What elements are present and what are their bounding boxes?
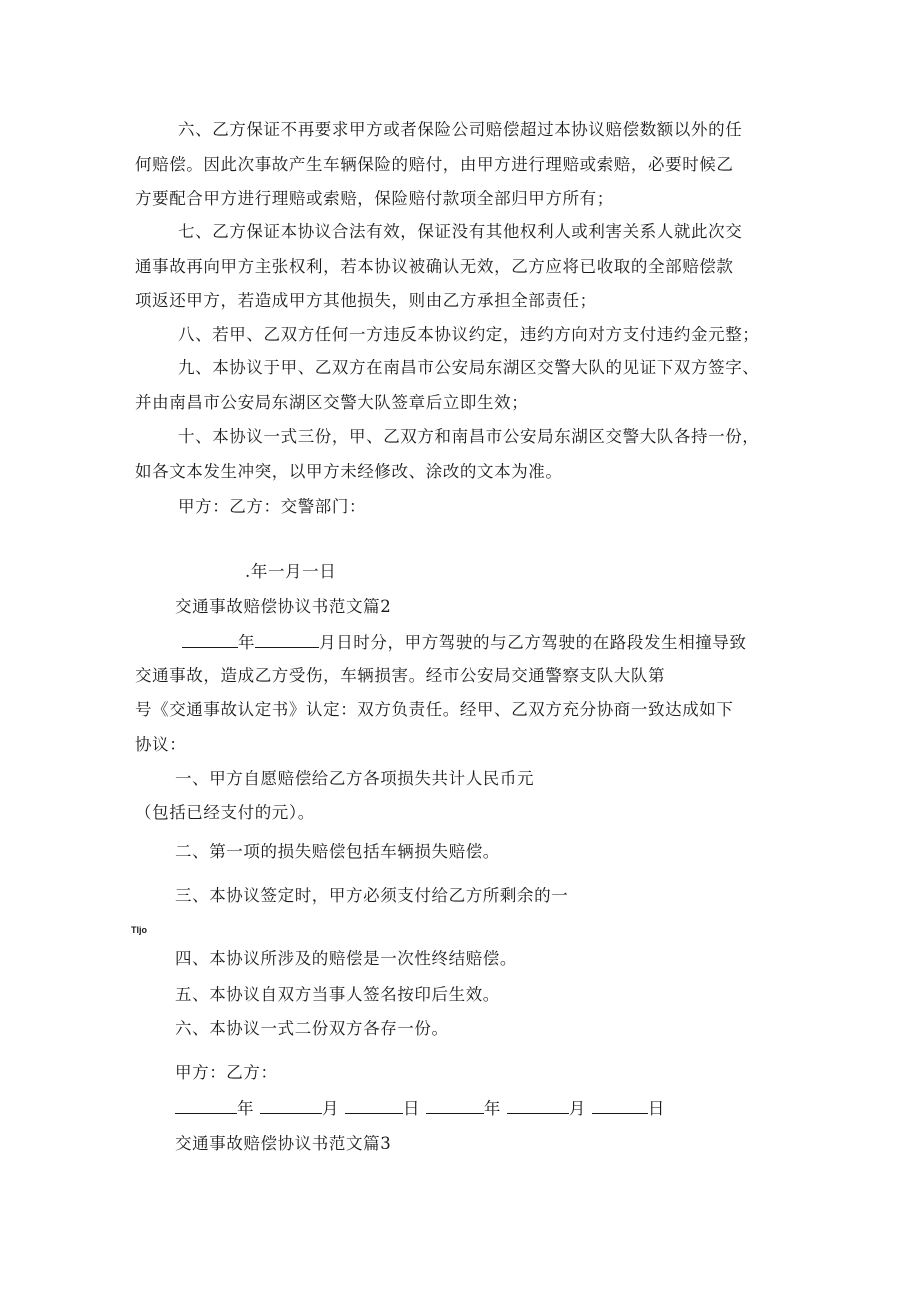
- date-blanks-line: [175, 1097, 665, 1120]
- intro-line-2: 交通事故，造成乙方受伤，车辆损害。经市公安局交通警察支队大队第: [135, 666, 666, 685]
- clause-nine-line-1: 九、本协议于甲、乙双方在南昌市公安局东湖区交警大队的见证下双方签字、: [178, 358, 760, 377]
- intro-line-3: 号《交通事故认定书》认定：双方负责任。经甲、乙双方充分协商一致达成如下: [135, 700, 734, 719]
- clause-nine-line-2: 并由南昌市公安局东湖区交警大队签章后立即生效；: [135, 393, 529, 412]
- date-line: .年一月一日: [245, 562, 337, 581]
- item-five: 五、本协议自双方当事人签名按印后生效。: [175, 985, 500, 1004]
- date-mark-1: 年: [237, 1099, 255, 1118]
- stray-footnote: Tljo: [131, 925, 147, 935]
- item-one-cont: （包括已经支付的元）。: [135, 803, 315, 822]
- clause-seven-line-2: 通事故再向甲方主张权利，若本协议被确认无效，乙方应将已收取的全部赔偿款: [135, 257, 734, 276]
- clause-seven-line-3: 项返还甲方，若造成甲方其他损失，则由乙方承担全部责任；: [135, 291, 597, 310]
- intro-year-label: 年: [238, 633, 256, 652]
- clause-ten-line-1: 十、本协议一式三份，甲、乙双方和南昌市公安局东湖区交警大队各持一份，: [178, 427, 760, 446]
- blank-date-6[interactable]: [592, 1097, 648, 1114]
- section-heading-2: 交通事故赔偿协议书范文篇2: [175, 597, 392, 616]
- blank-year[interactable]: [182, 631, 238, 648]
- blank-month[interactable]: [255, 631, 319, 648]
- item-two: 二、第一项的损失赔偿包括车辆损失赔偿。: [175, 842, 500, 861]
- signers-line: 甲方：乙方：交警部门：: [178, 497, 367, 516]
- section-heading-3: 交通事故赔偿协议书范文篇3: [175, 1134, 392, 1153]
- blank-date-4[interactable]: [426, 1097, 484, 1114]
- blank-date-5[interactable]: [507, 1097, 569, 1114]
- clause-six-line-1: 六、乙方保证不再要求甲方或者保险公司赔偿超过本协议赔偿数额以外的任: [178, 120, 743, 139]
- signers-line-2: 甲方：乙方：: [175, 1063, 278, 1082]
- item-four: 四、本协议所涉及的赔偿是一次性终结赔偿。: [175, 949, 517, 968]
- blank-date-1[interactable]: [175, 1097, 237, 1114]
- date-mark-3: 日: [402, 1099, 421, 1118]
- blank-date-3[interactable]: [345, 1097, 403, 1114]
- clause-eight: 八、若甲、乙双方任何一方违反本协议约定，违约方向对方支付违约金元整；: [178, 325, 760, 344]
- item-six: 六、本协议一式二份双方各存一份。: [175, 1019, 449, 1038]
- clause-six-line-2: 何赔偿。因此次事故产生车辆保险的赔付，由甲方进行理赔或索赔，必要时候乙: [135, 155, 734, 174]
- clause-six-line-3: 方要配合甲方进行理赔或索赔，保险赔付款项全部归甲方所有；: [135, 189, 614, 208]
- date-mark-4: 年: [483, 1099, 502, 1118]
- date-mark-6: 日: [647, 1099, 665, 1118]
- clause-seven-line-1: 七、乙方保证本协议合法有效，保证没有其他权利人或利害关系人就此次交: [178, 222, 743, 241]
- intro-line-1: [182, 631, 747, 654]
- item-one: 一、甲方自愿赔偿给乙方各项损失共计人民币元: [175, 769, 535, 788]
- date-mark-2: 月: [321, 1099, 340, 1118]
- intro-line-1-text: 月日时分，甲方驾驶的与乙方驾驶的在路段发生相撞导致: [319, 633, 747, 652]
- date-mark-5: 月: [568, 1099, 586, 1118]
- intro-line-4: 协议：: [135, 735, 187, 754]
- item-three: 三、本协议签定时，甲方必须支付给乙方所剩余的一: [175, 886, 569, 905]
- blank-date-2[interactable]: [260, 1097, 322, 1114]
- clause-ten-line-2: 如各文本发生冲突，以甲方未经修改、涂改的文本为准。: [135, 462, 563, 481]
